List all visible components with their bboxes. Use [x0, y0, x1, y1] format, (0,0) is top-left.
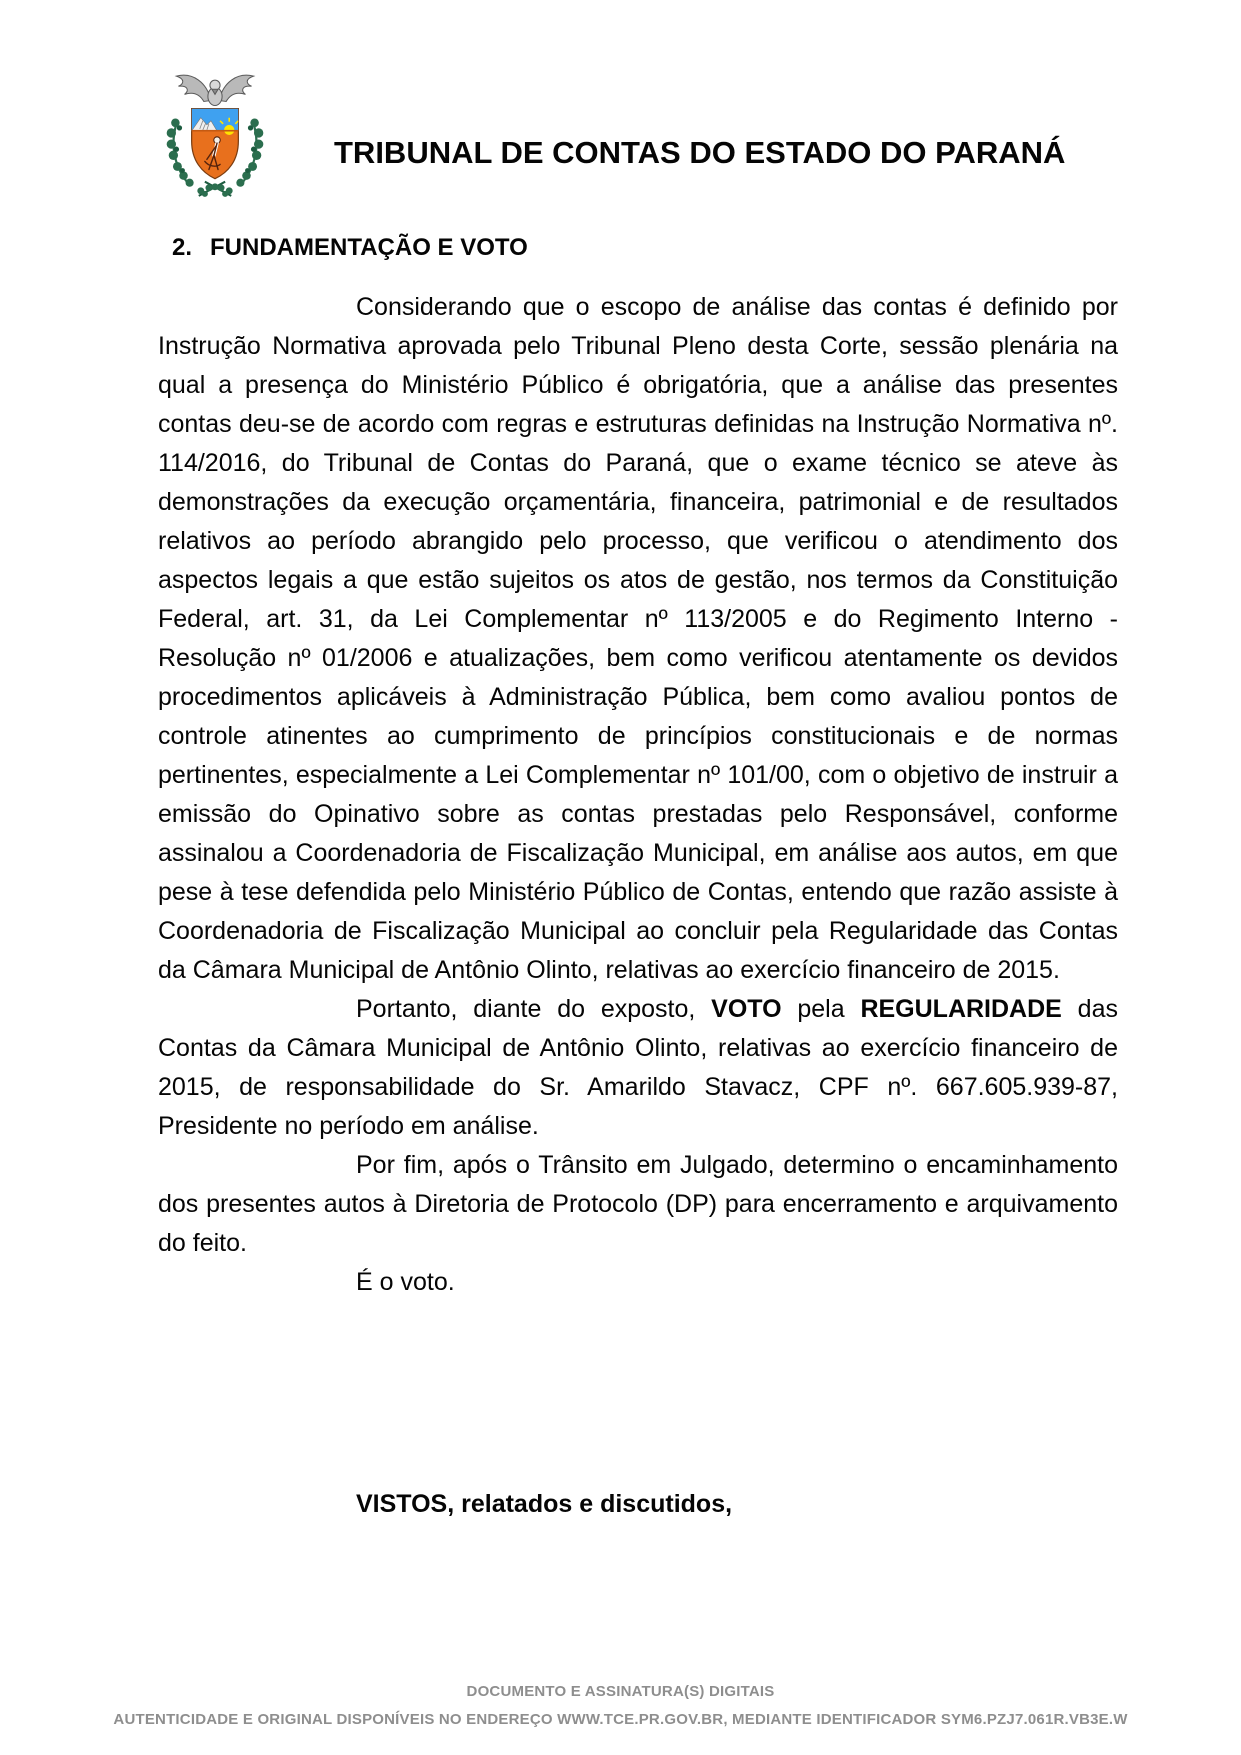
section-number: 2.	[172, 234, 193, 261]
eagle-icon	[176, 75, 253, 105]
paragraph-voto	[158, 990, 1118, 1146]
text-segment: Portanto, diante do exposto,	[356, 995, 712, 1023]
parana-coat-of-arms-logo	[158, 70, 272, 202]
document-body	[158, 288, 1118, 1524]
page-title: TRIBUNAL DE CONTAS DO ESTADO DO PARANÁ	[334, 135, 1066, 170]
paragraph-considerando: Considerando que o escopo de análise das contas é definido por Instrução Normativa aprovada pelo Tribunal Pleno desta Corte, sessão plenária na qual a presença do Ministério Público é obrigatória, que a análise das presentes contas deu-se de acordo com regras e estruturas definidas na Instrução Normativa nº. 114/2016, do Tribunal de Contas do Paraná, que o exame técnico se ateve às demonstrações da execução orçamentária, financeira, patrimonial e de resultados relativos ao período abrangido pelo processo, que verificou o atendimento dos aspectos legais a que estão sujeitos os atos de gestão, nos termos da Constituição Federal, art. 31, da Lei Complementar nº 113/2005 e do Regimento Interno - Resolução nº 01/2006 e atualizações, bem como verificou atentamente os devidos procedimentos aplicáveis à Administração Pública, bem como avaliou pontos de controle atinentes ao cumprimento de princípios constitucionais e de normas pertinentes, especialmente a Lei Complementar nº 101/00, com o objetivo de instruir a emissão do Opinativo sobre as contas prestadas pelo Responsável, conforme assinalou a Coordenadoria de Fiscalização Municipal, em análise aos autos, em que pese à tese defendida pelo Ministério Público de Contas, entendo que razão assiste à Coordenadoria de Fiscalização Municipal ao concluir pela Regularidade das Contas da Câmara Municipal de Antônio Olinto, relativas ao exercício financeiro de 2015.	[158, 293, 1118, 984]
regularidade-bold-text: REGULARIDADE	[860, 995, 1062, 1023]
section-heading	[172, 234, 528, 262]
vistos-line: VISTOS, relatados e discutidos,	[356, 1490, 733, 1518]
text-segment: pela	[781, 995, 861, 1023]
right-branch	[236, 119, 263, 187]
voto-bold-text: VOTO	[711, 995, 782, 1023]
digital-signature-footer	[0, 1678, 1241, 1734]
footer-line-2: AUTENTICIDADE E ORIGINAL DISPONÍVEIS NO ENDEREÇO WWW.TCE.PR.GOV.BR, MEDIANTE IDENTIFICADOR SYM6.PZJ7.061R.VB3E.W	[113, 1711, 1128, 1728]
left-branch	[167, 119, 194, 187]
text-segment: das Contas da Câmara Municipal de Antônio Olinto, relativas ao exercício financeiro de 2015, de responsabilidade do Sr. Amarildo Stavacz, CPF nº. 667.605.939-87, Presidente no período em análise.	[158, 995, 1118, 1140]
paragraph-e-o-voto: É o voto.	[356, 1268, 455, 1296]
section-title: FUNDAMENTAÇÃO E VOTO	[210, 234, 528, 261]
footer-line-1: DOCUMENTO E ASSINATURA(S) DIGITAIS	[466, 1683, 775, 1700]
bottom-branches	[197, 182, 232, 197]
paragraph-por-fim: Por fim, após o Trânsito em Julgado, determino o encaminhamento dos presentes autos à Diretoria de Protocolo (DP) para encerramento e arquivamento do feito.	[158, 1151, 1118, 1257]
